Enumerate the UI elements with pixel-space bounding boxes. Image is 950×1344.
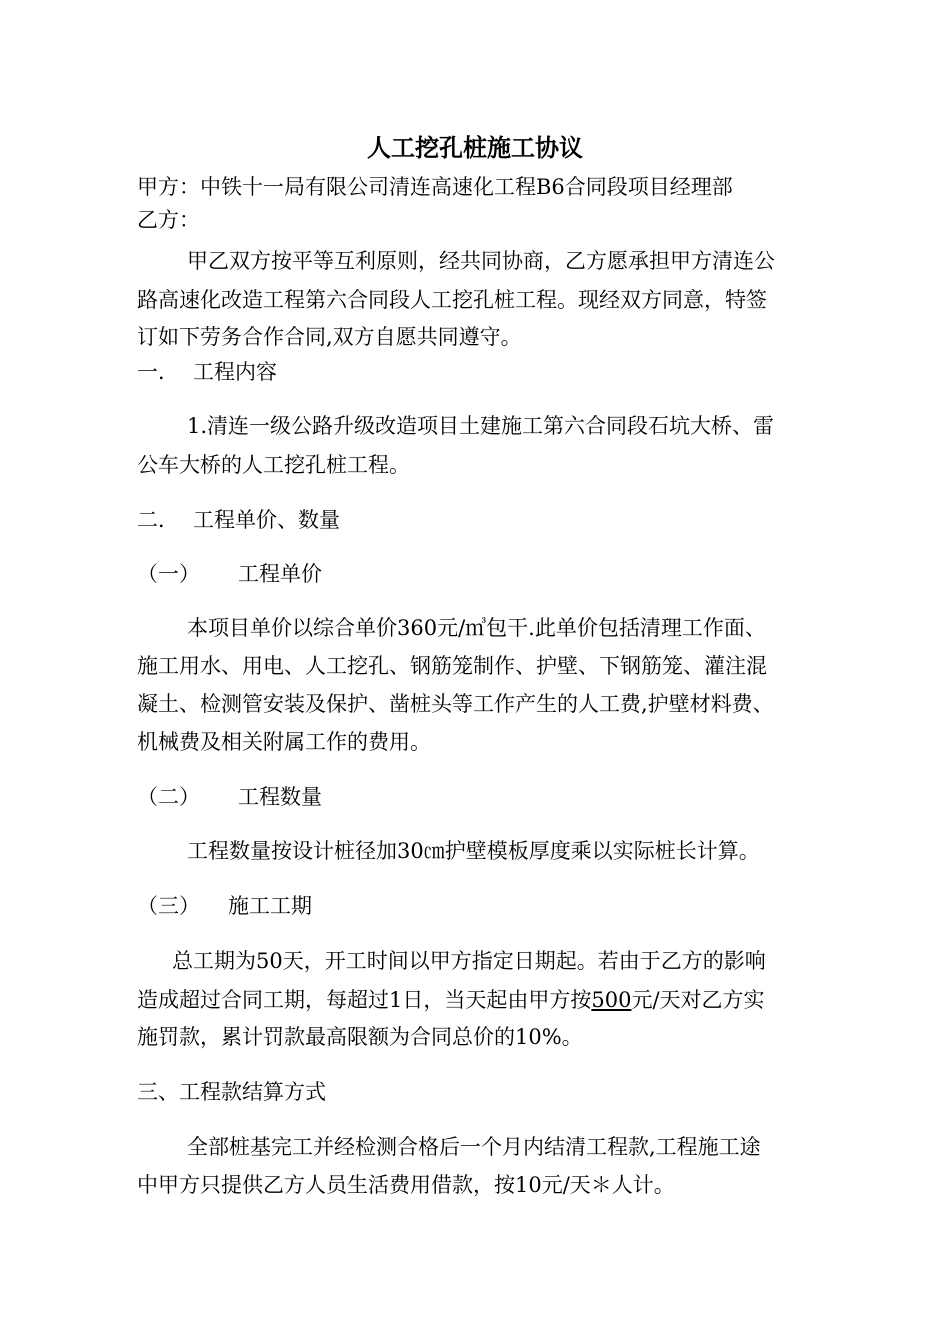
section-1-title: 工程内容 [193,360,277,384]
document-title: 人工挖孔桩施工协议 [367,134,583,162]
subsection-1-title: 工程单价 [238,562,322,586]
section-1-heading [137,358,277,386]
section-2-number: 二． [137,508,179,532]
settlement-line-1: 全部桩基完工并经检测合格后一个月内结清工程款,工程施工途 [187,1135,761,1159]
schedule-line-1: 总工期为50天，开工时间以甲方指定日期起。若由于乙方的影响 [172,949,766,973]
subsection-2-heading [137,783,322,811]
section-2-heading [137,506,340,534]
intro-line-2: 路高速化改造工程第六合同段人工挖孔桩工程。现经双方同意，特签 [137,288,767,312]
section-1-line-1: 1.清连一级公路升级改造项目土建施工第六合同段石坑大桥、雷 [187,414,775,438]
schedule-line-2 [137,986,765,1014]
section-1-line-2: 公车大桥的人工挖孔桩工程。 [137,453,410,477]
party-b-line: 乙方： [137,208,200,232]
settlement-line-2: 中甲方只提供乙方人员生活费用借款，按10元/天＊人计。 [137,1173,675,1197]
section-1-number: 一． [137,360,179,384]
schedule-line-2-before: 造成超过合同工期，每超过1日，当天起由甲方按 [137,988,592,1012]
intro-line-1: 甲乙双方按平等互利原则，经共同协商，乙方愿承担甲方清连公 [187,249,775,273]
subsection-2-title: 工程数量 [238,785,322,809]
unit-price-line-3: 凝土、检测管安装及保护、凿桩头等工作产生的人工费,护壁材料费、 [137,692,774,716]
unit-price-line-1: 本项目单价以综合单价360元/㎥包干.此单价包括清理工作面、 [187,616,766,640]
intro-line-3: 订如下劳务合作合同,双方自愿共同遵守。 [137,325,522,349]
section-3-heading: 三、工程款结算方式 [137,1080,326,1104]
penalty-amount: 500 [591,988,632,1012]
subsection-1-heading [137,560,322,588]
quantity-line-1: 工程数量按设计桩径加30㎝护壁模板厚度乘以实际桩长计算。 [187,839,760,863]
subsection-2-number: （二） [137,785,200,809]
subsection-3-heading [137,892,312,920]
subsection-3-title: 施工工期 [228,894,312,918]
party-a-line: 甲方：中铁十一局有限公司清连高速化工程B6合同段项目经理部 [137,175,733,199]
schedule-line-3: 施罚款，累计罚款最高限额为合同总价的10%。 [137,1025,583,1049]
schedule-line-2-after: 元/天对乙方实 [631,988,765,1012]
section-2-title: 工程单价、数量 [193,508,340,532]
subsection-3-number: （三） [137,894,200,918]
unit-price-line-2: 施工用水、用电、人工挖孔、钢筋笼制作、护壁、下钢筋笼、灌注混 [137,654,767,678]
subsection-1-number: （一） [137,562,200,586]
unit-price-line-4: 机械费及相关附属工作的费用。 [137,730,431,754]
